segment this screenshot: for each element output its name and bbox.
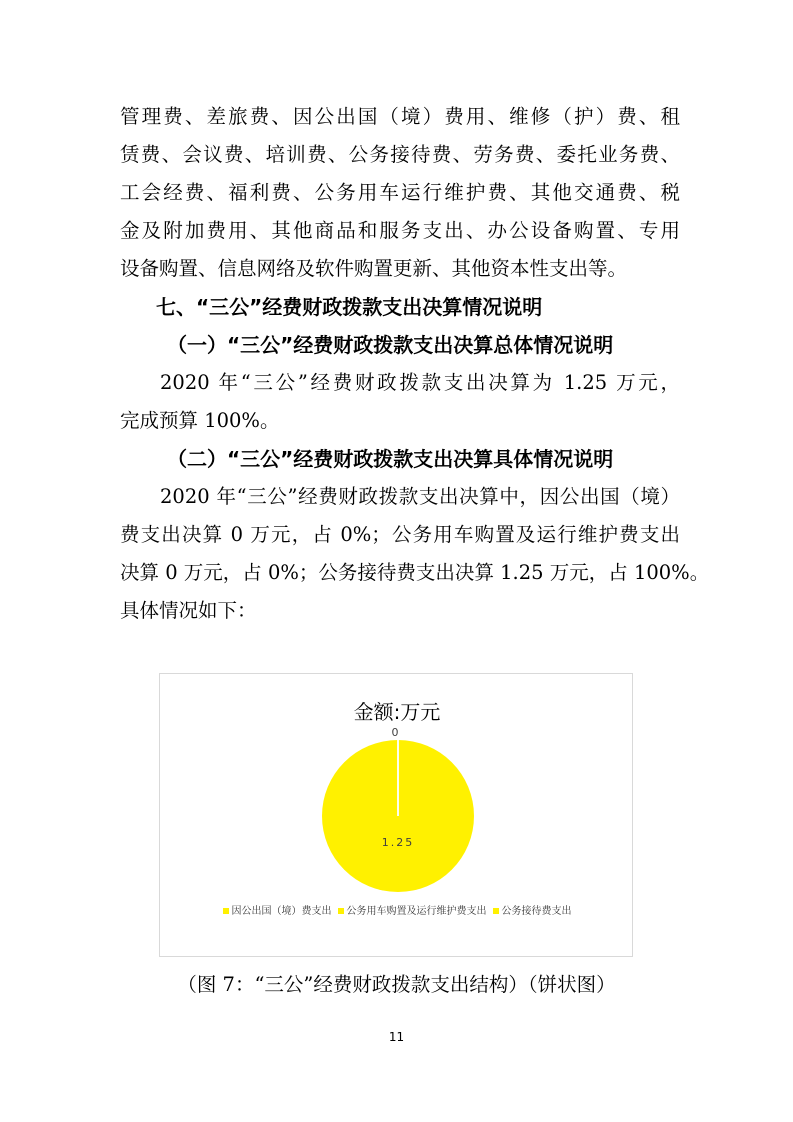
sub1-line-2: 完成预算 100%。 xyxy=(120,409,280,432)
legend-label-3: 公务接待费支出 xyxy=(501,906,572,917)
pie-chart xyxy=(159,673,633,957)
sub1-heading: （一）“三公”经费财政拨款支出决算总体情况说明 xyxy=(167,333,614,357)
legend-swatch-3 xyxy=(493,908,499,914)
sub2-heading: （二）“三公”经费财政拨款支出决算具体情况说明 xyxy=(167,447,614,471)
legend-item-1 xyxy=(223,902,332,917)
sub2-line-4: 具体情况如下： xyxy=(120,599,257,622)
chart-legend xyxy=(160,902,634,917)
sub1-line-1: 2020 年“三公”经费财政拨款支出决算为 1.25 万元， xyxy=(160,371,680,394)
legend-item-2 xyxy=(338,902,487,917)
legend-label-1: 因公出国（境）费支出 xyxy=(231,906,332,917)
para1-line-2: 赁费、会议费、培训费、公务接待费、劳务费、委托业务费、 xyxy=(120,143,680,166)
para1-line-5: 设备购置、信息网络及软件购置更新、其他资本性支出等。 xyxy=(120,257,628,280)
sub2-line-2: 费支出决算 0 万元，占 0%；公务用车购置及运行维护费支出 xyxy=(120,523,680,546)
data-label-1: 0 xyxy=(391,726,401,739)
para1-line-3: 工会经费、福利费、公务用车运行维护费、其他交通费、税 xyxy=(120,181,680,204)
page-number: 11 xyxy=(388,1030,405,1044)
data-label-3: 1.25 xyxy=(381,836,415,849)
para1-line-4: 金及附加费用、其他商品和服务支出、办公设备购置、专用 xyxy=(120,219,680,242)
sub2-line-1: 2020 年“三公”经费财政拨款支出决算中，因公出国（境） xyxy=(160,485,680,508)
section-heading: 七、“三公”经费财政拨款支出决算情况说明 xyxy=(156,295,543,319)
para1-line-1: 管理费、差旅费、因公出国（境）费用、维修（护）费、租 xyxy=(120,105,680,128)
legend-swatch-2 xyxy=(338,908,344,914)
legend-item-3 xyxy=(493,902,572,917)
legend-label-2: 公务用车购置及运行维护费支出 xyxy=(346,906,487,917)
chart-title: 金额:万元 xyxy=(353,700,441,724)
figure-caption: （图 7：“三公”经费财政拨款支出结构）（饼状图） xyxy=(177,973,616,996)
sub2-line-3: 决算 0 万元，占 0%；公务接待费支出决算 1.25 万元，占 100%。 xyxy=(120,561,710,584)
legend-swatch-1 xyxy=(223,908,229,914)
